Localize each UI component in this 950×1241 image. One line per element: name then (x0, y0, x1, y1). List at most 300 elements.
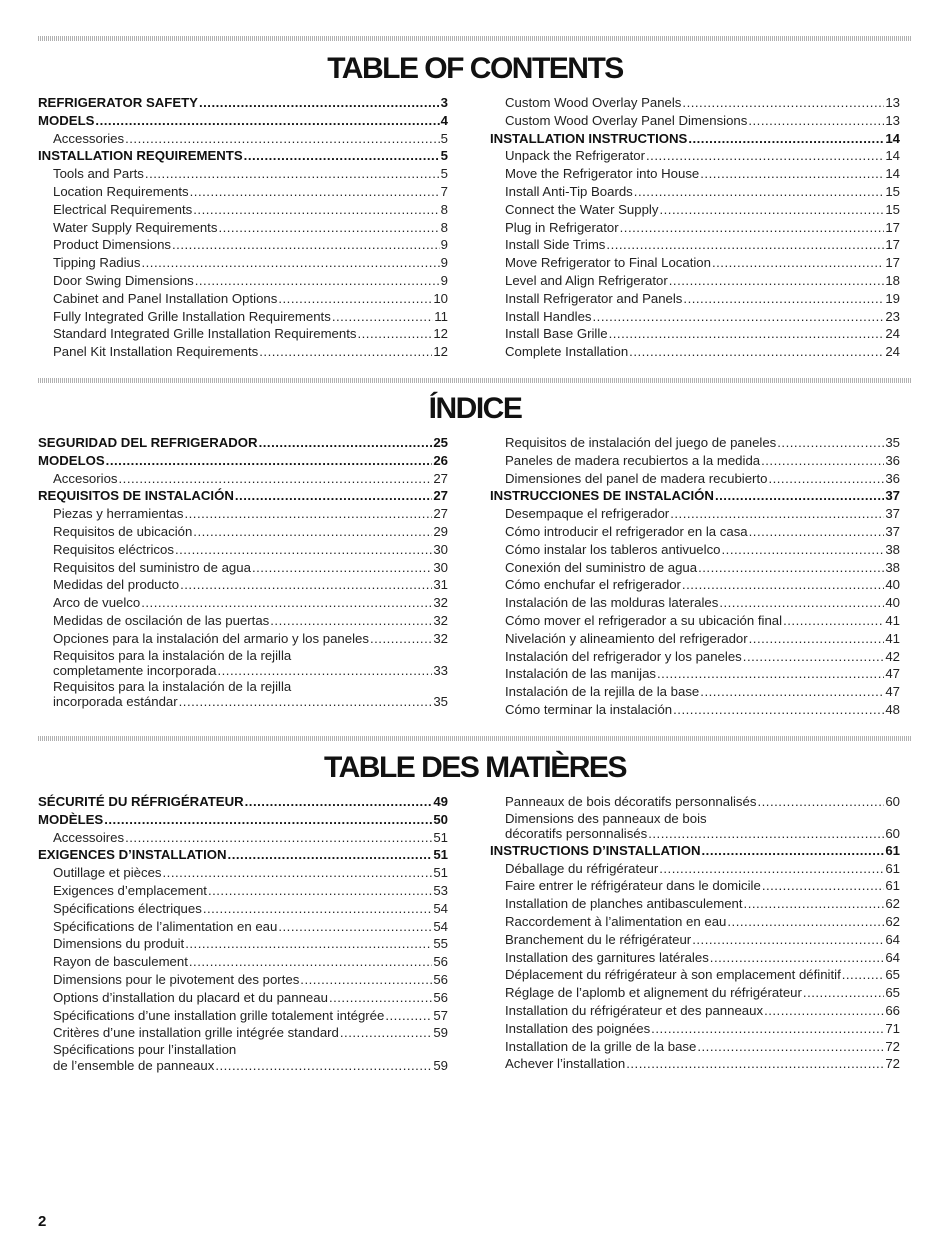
toc-page-number: 14 (885, 130, 900, 146)
toc-entry[interactable] (490, 1002, 900, 1020)
dot-leader (764, 1002, 884, 1020)
toc-entry[interactable] (38, 612, 448, 630)
toc-entry-title: Installation du réfrigérateur et des panneaux (505, 1002, 764, 1018)
toc-page-number: 49 (433, 794, 448, 809)
toc-entry-last-line (38, 694, 448, 710)
toc-entry-title: Installation des garnitures latérales (505, 949, 709, 965)
toc-entry-title: Paneles de madera recubiertos a la medida (505, 452, 761, 468)
dot-leader (749, 630, 885, 648)
dot-leader (244, 147, 440, 165)
toc-entry[interactable] (490, 683, 900, 701)
toc-section-entry[interactable] (38, 487, 448, 505)
toc-page-number: 50 (433, 811, 448, 827)
toc-entry-title: Location Requirements (53, 183, 189, 199)
toc-page-number: 40 (885, 577, 900, 593)
toc-entry[interactable] (490, 183, 900, 201)
dot-leader (215, 1058, 432, 1074)
toc-page-number: 47 (885, 666, 900, 682)
toc-page-number: 13 (885, 112, 900, 128)
toc-entry[interactable] (490, 931, 900, 949)
toc-section-entry[interactable] (490, 130, 900, 148)
toc-entry[interactable] (38, 201, 448, 219)
toc-entry-title: Install Base Grille (505, 326, 608, 342)
dot-leader (682, 94, 884, 112)
dot-leader (712, 254, 884, 272)
toc-entry-title: Product Dimensions (53, 237, 172, 253)
dot-leader (768, 470, 884, 488)
toc-entry-title: MODÈLES (38, 811, 104, 827)
toc-entry[interactable] (38, 272, 448, 290)
toc-page-number: 61 (885, 878, 900, 894)
toc-entry[interactable] (38, 1042, 448, 1073)
toc-page-number: 18 (885, 272, 900, 288)
dot-leader (278, 290, 432, 308)
toc-entry-title: Déballage du réfrigérateur (505, 860, 659, 876)
dot-leader (683, 290, 884, 308)
toc-page-number: 37 (885, 523, 900, 539)
dot-leader (842, 966, 885, 984)
toc-entry-last-line (38, 663, 448, 679)
dot-leader (163, 864, 433, 882)
toc-page-number: 10 (433, 290, 448, 306)
toc-entry[interactable] (38, 290, 448, 308)
toc-entry[interactable] (38, 523, 448, 541)
toc-entry[interactable] (490, 701, 900, 719)
toc-entry[interactable] (38, 576, 448, 594)
dot-leader (259, 343, 432, 361)
toc-page-number: 8 (440, 201, 448, 217)
toc-page-number: 54 (433, 918, 448, 934)
toc-entry[interactable] (490, 470, 900, 488)
section-divider (38, 378, 912, 383)
toc-entry-title-line: Requisitos para la instalación de la rejilla (53, 678, 292, 694)
toc-entry-title: Medidas del producto (53, 577, 180, 593)
toc-entry[interactable] (490, 94, 900, 112)
dot-leader (761, 452, 884, 470)
toc-entry-title: Cómo enchufar el refrigerador (505, 577, 681, 593)
toc-entry-title: Installation de la grille de la base (505, 1038, 697, 1054)
toc-entry[interactable] (38, 900, 448, 918)
toc-page-number: 9 (440, 255, 448, 271)
toc-entry[interactable] (490, 793, 900, 811)
toc-entry-title: Tipping Radius (53, 255, 141, 271)
toc-entry-title-line: Dimensions des panneaux de bois (505, 810, 707, 826)
toc-entry-title: Install Refrigerator and Panels (505, 290, 683, 306)
toc-entry[interactable] (38, 130, 448, 148)
toc-entry-title: SÉCURITÉ DU RÉFRIGÉRATEUR (38, 794, 244, 809)
toc-entry[interactable] (490, 236, 900, 254)
dot-leader (193, 523, 432, 541)
toc-entry-title: Réglage de l’aplomb et alignement du réfrigérateur (505, 985, 802, 1001)
toc-entry-title: Rayon de basculement (53, 954, 188, 970)
dot-leader (184, 505, 432, 523)
toc-entry-title: Unpack the Refrigerator (505, 148, 646, 164)
toc-entry-title: Accessories (53, 130, 125, 146)
toc-entry-title: Cómo mover el refrigerador a su ubicación final (505, 612, 783, 628)
toc-entry[interactable] (38, 1007, 448, 1025)
toc-entry[interactable] (490, 1055, 900, 1073)
toc-entry[interactable] (38, 236, 448, 254)
toc-page-number: 53 (433, 882, 448, 898)
toc-entry-title: Panel Kit Installation Requirements (53, 344, 259, 360)
dot-leader (659, 860, 884, 878)
toc-entry[interactable] (490, 860, 900, 878)
toc-entry[interactable] (38, 935, 448, 953)
toc-entry[interactable] (490, 949, 900, 967)
toc-entry[interactable] (490, 913, 900, 931)
toc-entry[interactable] (490, 434, 900, 452)
toc-page-number: 32 (433, 630, 448, 646)
toc-page-number: 56 (433, 954, 448, 970)
toc-page-number: 30 (433, 559, 448, 575)
toc-page-number: 36 (885, 470, 900, 486)
dot-leader (332, 308, 433, 326)
toc-page-number: 64 (885, 949, 900, 965)
toc-page-number: 29 (433, 523, 448, 539)
toc-entry-title: INSTRUCTIONS D’INSTALLATION (490, 842, 701, 858)
toc-page-number: 11 (434, 308, 448, 324)
toc-entry[interactable] (38, 1024, 448, 1042)
dot-leader (651, 1020, 884, 1038)
toc-entry-title: Custom Wood Overlay Panel Dimensions (505, 112, 748, 128)
toc-page-number: 36 (885, 452, 900, 468)
toc-entry[interactable] (38, 470, 448, 488)
dot-leader (634, 183, 885, 201)
toc-entry-title: Plug in Refrigerator (505, 219, 619, 235)
dot-leader (700, 165, 884, 183)
toc-page-number: 66 (885, 1002, 900, 1018)
dot-leader (688, 130, 884, 148)
dot-leader (190, 183, 440, 201)
toc-entry-title: Nivelación y alineamiento del refrigerador (505, 630, 748, 646)
dot-leader (609, 325, 885, 343)
dot-leader (629, 343, 884, 361)
toc-entry[interactable] (38, 559, 448, 577)
toc-entry[interactable] (490, 541, 900, 559)
toc-page-number: 14 (885, 166, 900, 182)
dot-leader (172, 236, 440, 254)
dot-leader (180, 576, 432, 594)
dot-leader (710, 949, 885, 967)
toc-entry[interactable] (38, 308, 448, 326)
toc-page-number: 35 (433, 694, 448, 710)
toc-entry-title: REFRIGERATOR SAFETY (38, 95, 198, 110)
toc-entry-title-line: Spécifications pour l’installation (53, 1042, 237, 1058)
dot-leader (657, 665, 884, 683)
dot-leader (141, 254, 439, 272)
toc-entry[interactable] (490, 272, 900, 290)
toc-entry[interactable] (38, 254, 448, 272)
toc-entry-title: Spécifications électriques (53, 900, 202, 916)
toc-entry[interactable] (38, 648, 448, 679)
toc-page-number: 8 (440, 219, 448, 235)
toc-entry[interactable] (38, 918, 448, 936)
toc-entry-title: Install Side Trims (505, 237, 606, 253)
toc-page-number: 27 (433, 470, 448, 486)
toc-entry-title: MODELS (38, 112, 95, 128)
dot-leader (245, 793, 433, 811)
dot-leader (235, 487, 432, 505)
toc-entry-title: Standard Integrated Grille Installation Requirements (53, 326, 357, 342)
toc-page-number: 38 (885, 559, 900, 575)
toc-page-number: 61 (885, 860, 900, 876)
toc-column-right (490, 793, 900, 1073)
dot-leader (783, 612, 884, 630)
section-divider (38, 736, 912, 741)
toc-page-number: 37 (885, 488, 900, 504)
toc-entry[interactable] (490, 665, 900, 683)
toc-entry-title: incorporada estándar (53, 694, 178, 710)
toc-page-number: 27 (433, 506, 448, 522)
toc-section-entry[interactable] (38, 811, 448, 829)
dot-leader (593, 308, 885, 326)
toc-page-number: 37 (885, 506, 900, 522)
toc-page-number: 51 (433, 829, 448, 845)
toc-entry-title: Move Refrigerator to Final Location (505, 255, 711, 271)
toc-section-entry[interactable] (38, 147, 448, 165)
dot-leader (762, 877, 885, 895)
toc-section-entry[interactable] (490, 487, 900, 505)
toc-entry[interactable] (38, 971, 448, 989)
dot-leader (259, 434, 433, 452)
dot-leader (700, 683, 884, 701)
toc-entry[interactable] (38, 864, 448, 882)
toc-entry-title: Options d’installation du placard et du panneau (53, 989, 328, 1005)
toc-entry[interactable] (490, 559, 900, 577)
section-divider (38, 36, 912, 41)
toc-column-left (38, 793, 448, 1073)
toc-entry-title: INSTRUCCIONES DE INSTALACIÓN (490, 488, 714, 504)
toc-entry[interactable] (38, 989, 448, 1007)
toc-entry[interactable] (490, 966, 900, 984)
toc-entry[interactable] (490, 147, 900, 165)
toc-entry[interactable] (490, 630, 900, 648)
toc-entry-title: Water Supply Requirements (53, 219, 218, 235)
toc-page-number: 15 (885, 183, 900, 199)
toc-page-number: 59 (433, 1057, 448, 1073)
toc-page-number: 12 (433, 326, 448, 342)
toc-page-number: 32 (433, 595, 448, 611)
dot-leader (217, 663, 432, 679)
toc-page-number: 35 (885, 435, 900, 450)
toc-page-number: 56 (433, 971, 448, 987)
toc-entry-title: Install Handles (505, 308, 592, 324)
dot-leader (104, 811, 432, 829)
toc-page-number: 31 (433, 577, 448, 593)
toc-entry[interactable] (38, 165, 448, 183)
toc-entry-title: Complete Installation (505, 344, 629, 360)
toc-entry-title: Installation de planches antibasculement (505, 896, 743, 912)
dot-leader (803, 984, 884, 1002)
toc-entry-title-line: Requisitos para la instalación de la rejilla (53, 647, 292, 663)
section-title: ÍNDICE (428, 392, 522, 425)
toc-entry[interactable] (490, 1020, 900, 1038)
toc-entry[interactable] (490, 219, 900, 237)
toc-entry-title: Dimensiones del panel de madera recubierto (505, 470, 768, 486)
toc-entry-title: Cómo terminar la instalación (505, 701, 673, 717)
toc-entry-title: Tools and Parts (53, 166, 144, 182)
toc-page-number: 30 (433, 541, 448, 557)
dot-leader (300, 971, 432, 989)
toc-entry[interactable] (490, 877, 900, 895)
toc-entry[interactable] (38, 219, 448, 237)
toc-entry[interactable] (38, 679, 448, 710)
toc-page-number: 51 (433, 847, 448, 863)
toc-page-number: 72 (885, 1056, 900, 1072)
dot-leader (606, 236, 884, 254)
toc-entry-title: Raccordement à l’alimentation en eau (505, 913, 727, 929)
toc-entry[interactable] (38, 829, 448, 847)
toc-entry-title: Accesorios (53, 470, 118, 486)
toc-entry-title: Cómo instalar los tableros antivuelco (505, 541, 721, 557)
dot-leader (719, 594, 884, 612)
toc-entry-title: REQUISITOS DE INSTALACIÓN (38, 488, 234, 504)
dot-leader (670, 505, 884, 523)
toc-page-number: 9 (440, 237, 448, 253)
toc-entry[interactable] (490, 984, 900, 1002)
toc-page-number: 5 (440, 166, 448, 182)
toc-section-entry[interactable] (38, 793, 448, 811)
toc-page-number: 17 (885, 219, 900, 235)
toc-entry-title: Custom Wood Overlay Panels (505, 95, 682, 110)
toc-entry-title: Déplacement du réfrigérateur à son emplacement définitif (505, 967, 841, 983)
toc-section-entry[interactable] (38, 434, 448, 452)
toc-entry[interactable] (490, 612, 900, 630)
section-title: TABLE OF CONTENTS (327, 52, 623, 85)
toc-entry[interactable] (38, 183, 448, 201)
toc-entry[interactable] (490, 648, 900, 666)
toc-page-number: 42 (885, 648, 900, 664)
toc-entry-title: Spécifications d’une installation grille totalement intégrée (53, 1007, 385, 1023)
toc-page-number: 26 (433, 452, 448, 468)
dot-leader (270, 612, 432, 630)
dot-leader (698, 559, 884, 577)
toc-page-number: 4 (440, 112, 448, 128)
dot-leader (669, 272, 885, 290)
toc-entry[interactable] (490, 811, 900, 842)
toc-entry-title: décoratifs personnalisés (505, 826, 648, 842)
toc-section-entry[interactable] (38, 94, 448, 112)
dot-leader (125, 829, 432, 847)
toc-entry-title: Instalación de la rejilla de la base (505, 684, 700, 700)
dot-leader (743, 648, 885, 666)
toc-entry[interactable] (490, 165, 900, 183)
dot-leader (659, 201, 884, 219)
toc-page-number: 7 (440, 183, 448, 199)
toc-entry-title: Move the Refrigerator into House (505, 166, 700, 182)
toc-section-entry[interactable] (38, 452, 448, 470)
toc-entry-title: Requisitos de instalación del juego de paneles (505, 435, 777, 450)
toc-entry[interactable] (490, 523, 900, 541)
toc-section-entry[interactable] (38, 112, 448, 130)
toc-entry[interactable] (490, 201, 900, 219)
toc-entry[interactable] (490, 325, 900, 343)
toc-page-number: 41 (885, 630, 900, 646)
toc-entry[interactable] (490, 895, 900, 913)
toc-page-number: 60 (885, 826, 900, 842)
toc-page-number: 62 (885, 913, 900, 929)
toc-entry[interactable] (38, 325, 448, 343)
toc-entry-title: Requisitos eléctricos (53, 541, 174, 557)
toc-entry-title: Instalación de las molduras laterales (505, 595, 719, 611)
toc-entry[interactable] (490, 594, 900, 612)
dot-leader (119, 470, 433, 488)
toc-entry[interactable] (38, 953, 448, 971)
toc-entry[interactable] (38, 541, 448, 559)
toc-entry[interactable] (38, 630, 448, 648)
toc-page-number: 47 (885, 684, 900, 700)
toc-column-left (38, 94, 448, 361)
toc-entry[interactable] (490, 254, 900, 272)
toc-entry[interactable] (490, 1038, 900, 1056)
toc-entry[interactable] (490, 505, 900, 523)
toc-entry[interactable] (38, 505, 448, 523)
toc-entry[interactable] (490, 343, 900, 361)
dot-leader (370, 630, 432, 648)
toc-page-number: 56 (433, 989, 448, 1005)
toc-section-entry[interactable] (38, 846, 448, 864)
toc-entry-title: Panneaux de bois décoratifs personnalisés (505, 794, 757, 809)
toc-page-number: 60 (885, 794, 900, 809)
dot-leader (329, 989, 432, 1007)
dot-leader (749, 523, 885, 541)
toc-page-number: 25 (433, 435, 448, 450)
toc-column-left (38, 434, 448, 710)
toc-page-number: 17 (885, 255, 900, 271)
toc-entry-title: Install Anti-Tip Boards (505, 183, 633, 199)
dot-leader (748, 112, 884, 130)
toc-page-number: 14 (885, 148, 900, 164)
toc-entry-last-line (38, 1058, 448, 1074)
toc-entry[interactable] (490, 290, 900, 308)
dot-leader (648, 826, 884, 842)
toc-page-number: 59 (433, 1025, 448, 1041)
toc-page-number: 71 (885, 1020, 900, 1036)
page-number: 2 (38, 1213, 47, 1230)
toc-entry-title: Installation des poignées (505, 1020, 651, 1036)
toc-page-number: 13 (885, 95, 900, 110)
toc-entry-title: Level and Align Refrigerator (505, 272, 668, 288)
toc-entry[interactable] (490, 308, 900, 326)
toc-page-number: 33 (433, 663, 448, 679)
toc-entry-title: Instalación del refrigerador y los paneles (505, 648, 742, 664)
toc-page-number: 23 (885, 308, 900, 324)
toc-entry-title: Spécifications de l’alimentation en eau (53, 918, 278, 934)
toc-page-number: 24 (885, 344, 900, 360)
toc-column-right (490, 434, 900, 719)
toc-entry-title: Conexión del suministro de agua (505, 559, 698, 575)
dot-leader (682, 576, 884, 594)
dot-leader (357, 325, 432, 343)
toc-entry[interactable] (490, 452, 900, 470)
toc-page-number: 65 (885, 985, 900, 1001)
toc-page-number: 62 (885, 896, 900, 912)
toc-page-number: 15 (885, 201, 900, 217)
dot-leader (722, 541, 885, 559)
toc-page-number: 65 (885, 967, 900, 983)
toc-section-entry[interactable] (490, 842, 900, 860)
dot-leader (208, 882, 432, 900)
toc-entry[interactable] (38, 343, 448, 361)
toc-entry-title: SEGURIDAD DEL REFRIGERADOR (38, 435, 258, 450)
toc-entry[interactable] (38, 594, 448, 612)
toc-entry[interactable] (490, 576, 900, 594)
toc-column-right (490, 94, 900, 361)
toc-entry-title: Critères d’une installation grille intégrée standard (53, 1025, 339, 1041)
toc-entry[interactable] (490, 112, 900, 130)
toc-entry[interactable] (38, 882, 448, 900)
toc-page-number: 27 (433, 488, 448, 504)
